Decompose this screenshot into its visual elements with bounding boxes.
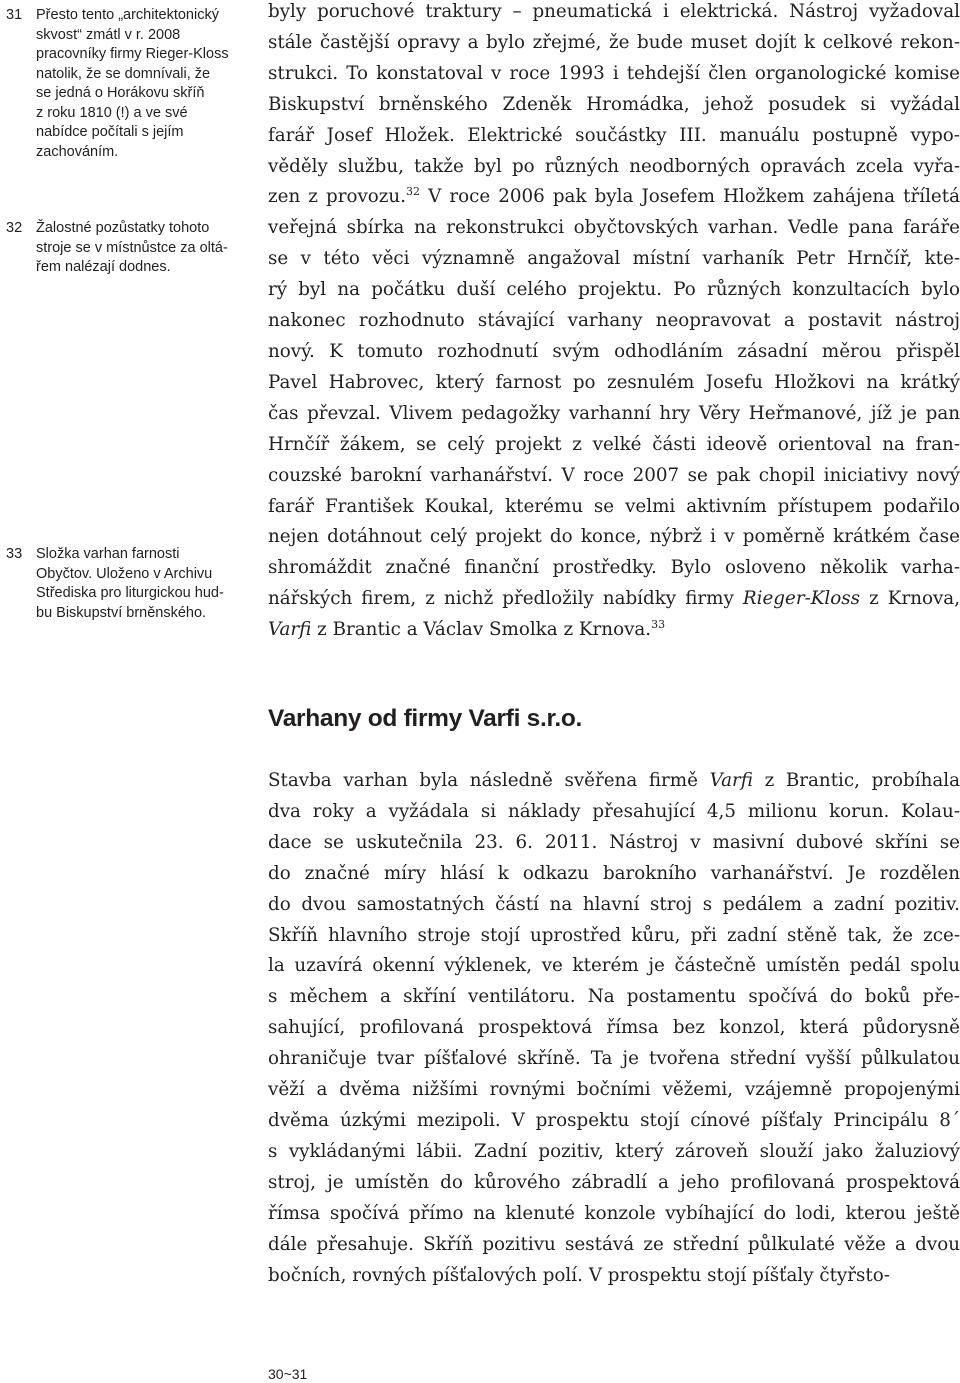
text-line [268, 584, 960, 615]
text-segment: nářských firem, z nichž předložily nabídky firmy [268, 588, 743, 610]
text-line: Pavel Habrovec, který farnost po zesnulém Josefu Hložkovi na krátký [268, 371, 960, 393]
footnote-number: 31 [6, 7, 23, 23]
text-line: byly poruchové traktury – pneumatická i elektrická. Nástroj vyžadoval [268, 1, 960, 22]
text-segment: zen z provozu. [268, 186, 407, 208]
text-italic: Varfi [709, 770, 753, 791]
text-line: se v této věci významně angažoval místní varhaník Petr Hrnčíř, kte- [268, 248, 960, 270]
text-line: věděly službu, takže byl po různých neodborných opravách zcela vyřa- [268, 155, 960, 177]
text-line: farář František Koukal, kterému se velmi aktivním přístupem podařilo [268, 495, 960, 517]
text-line: římsa spočívá přímo na klenuté konzole vybíhající do lodi, kterou ještě [268, 1202, 960, 1224]
footnote-line: natolik, že se domnívali, že [36, 65, 211, 82]
text-line: ohraničuje tvar píšťalové skříně. Ta je tvořena střední vyšší půlkulatou [268, 1048, 960, 1070]
text-segment: z Brantic, probíhala [752, 770, 960, 791]
text-line [268, 766, 960, 797]
footnote-line: z roku 1810 (!) a ve své [36, 104, 188, 121]
text-line: dva roky a vyžádala si náklady přesahující 4,5 milionu korun. Kolau- [268, 800, 960, 822]
text-line: dace se uskutečnila 23. 6. 2011. Nástroj v masivní dubové skříni se [268, 831, 960, 853]
footnote-line: skvost“ zmátl v r. 2008 [36, 26, 181, 43]
footnote-line: řem nalézají dodnes. [36, 259, 171, 275]
footnote-line: bu Biskupství brněnského. [36, 604, 207, 621]
text-italic: Varfi [268, 619, 312, 641]
footnote-line: se jedná o Horákovu skříň [36, 85, 205, 101]
footnote-line: stroje se v místnůstce za oltá- [36, 239, 228, 256]
body-paragraph-1 [268, 0, 960, 646]
text-line: rý byl na počátku duší celého projektu. Po různých konzultacích bylo [268, 279, 960, 301]
section-heading: Varhany od firmy Varfi s.r.o. [268, 705, 583, 732]
footnote-ref-32: 32 [406, 185, 421, 199]
footnote-ref-33: 33 [651, 618, 666, 632]
text-line: nejen dotáhnout celý projekt do konce, nýbrž i v poměrně krátkém čase [268, 526, 960, 548]
text-line: čas převzal. Vlivem pedagožky varhanní hry Věry Heřmanové, jíž je pan [268, 402, 960, 424]
text-line: nový. K tomuto rozhodnutí svým odhodláním zásadní měrou přispěl [268, 340, 960, 362]
text-segment: z Brantic a Václav Smolka z Krnova. [311, 619, 652, 641]
footnote-line: Střediska pro liturgickou hud- [36, 585, 224, 601]
footnote-number: 32 [6, 220, 23, 236]
body-paragraph-2 [268, 766, 960, 1291]
text-line: s měchem a skříní ventilátoru. Na postamentu spočívá do boků pře- [268, 986, 960, 1008]
footnote-line: Žalostné pozůstatky tohoto [36, 220, 210, 236]
text-line: farář Josef Hložek. Elektrické součástky III. manuálu postupně vypo- [268, 124, 960, 146]
text-line: Skříň hlavního stroje stojí uprostřed kůru, při zadní stěně tak, že zce- [268, 924, 960, 946]
footnote-line: Obyčtov. Uloženo v Archivu [36, 565, 213, 582]
text-line: věží a dvěma nižšími rovnými bočními věžemi, vzájemně propojenými [268, 1079, 960, 1101]
text-line: veřejná sbírka na rekonstrukci obyčtovských varhan. Vedle pana faráře [268, 217, 960, 239]
footnote-line: Složka varhan farnosti [36, 546, 180, 562]
footnote-line: Přesto tento „architektonický [36, 7, 219, 23]
text-segment: Stavba varhan byla následně svěřena firmě [268, 770, 710, 791]
footnote-line: zachováním. [36, 143, 119, 160]
text-italic: Rieger-Kloss [742, 588, 861, 610]
text-line: shromáždit značné finanční prostředky. Bylo osloveno několik varha- [268, 557, 960, 579]
text-line: Hrnčíř žákem, se celý projekt z velké části ideově orientoval na fran- [268, 433, 960, 455]
text-line: do dvou samostatných částí na hlavní stroj s pedálem a zadní pozitiv. [268, 893, 960, 915]
text-line: nakonec rozhodnuto stávající varhany neopravovat a postavit nástroj [268, 310, 960, 332]
text-line: couzské barokní varhanářství. V roce 2007 se pak chopil iniciativy nový [268, 464, 960, 486]
footnote-number: 33 [6, 546, 23, 562]
text-line: dále přesahuje. Skříň pozitivu sestává ze střední půlkulaté věže a dvou [268, 1233, 960, 1255]
text-line: do značné míry hlásí k odkazu barokního varhanářství. Je rozdělen [268, 862, 960, 884]
text-line: sahující, profilovaná prospektová římsa bez konzol, která půdorysně [268, 1017, 960, 1039]
text-line: Biskupství brněnského Zdeněk Hromádka, jehož posudek si vyžádal [268, 93, 960, 115]
text-segment: z Krnova, [860, 588, 960, 610]
text-line [268, 182, 960, 213]
footnote-line: nabídce počítali s jejím [36, 124, 184, 140]
text-line [268, 615, 960, 646]
text-line: stroj, je umístěn do kůrového zábradlí a jeho profilovaná prospektová [268, 1171, 960, 1193]
text-line: dvěma úzkými mezipoli. V prospektu stojí cínové píšťaly Principálu 8´ [268, 1109, 960, 1131]
text-line: stále častější opravy a bylo zřejmé, že bude muset dojít k celkové rekon- [268, 31, 960, 53]
text-segment: V roce 2006 pak byla Josefem Hložkem zahájena tříletá [420, 186, 960, 208]
text-line: strukci. To konstatoval v roce 1993 i tehdejší člen organologické komise [268, 62, 960, 84]
text-line: la uzavírá okenní výklenek, ve kterém je částečně umístěn pedál spolu [268, 955, 960, 977]
text-line: bočních, rovných píšťalových polí. V prospektu stojí píšťaly čtyřsto- [268, 1264, 890, 1286]
page-numbers: 30~31 [268, 1366, 308, 1382]
footnote-line: pracovníky firmy Rieger-Kloss [36, 46, 229, 62]
text-line: s vykládanými lábii. Zadní pozitiv, který zároveň slouží jako žaluziový [268, 1140, 960, 1162]
